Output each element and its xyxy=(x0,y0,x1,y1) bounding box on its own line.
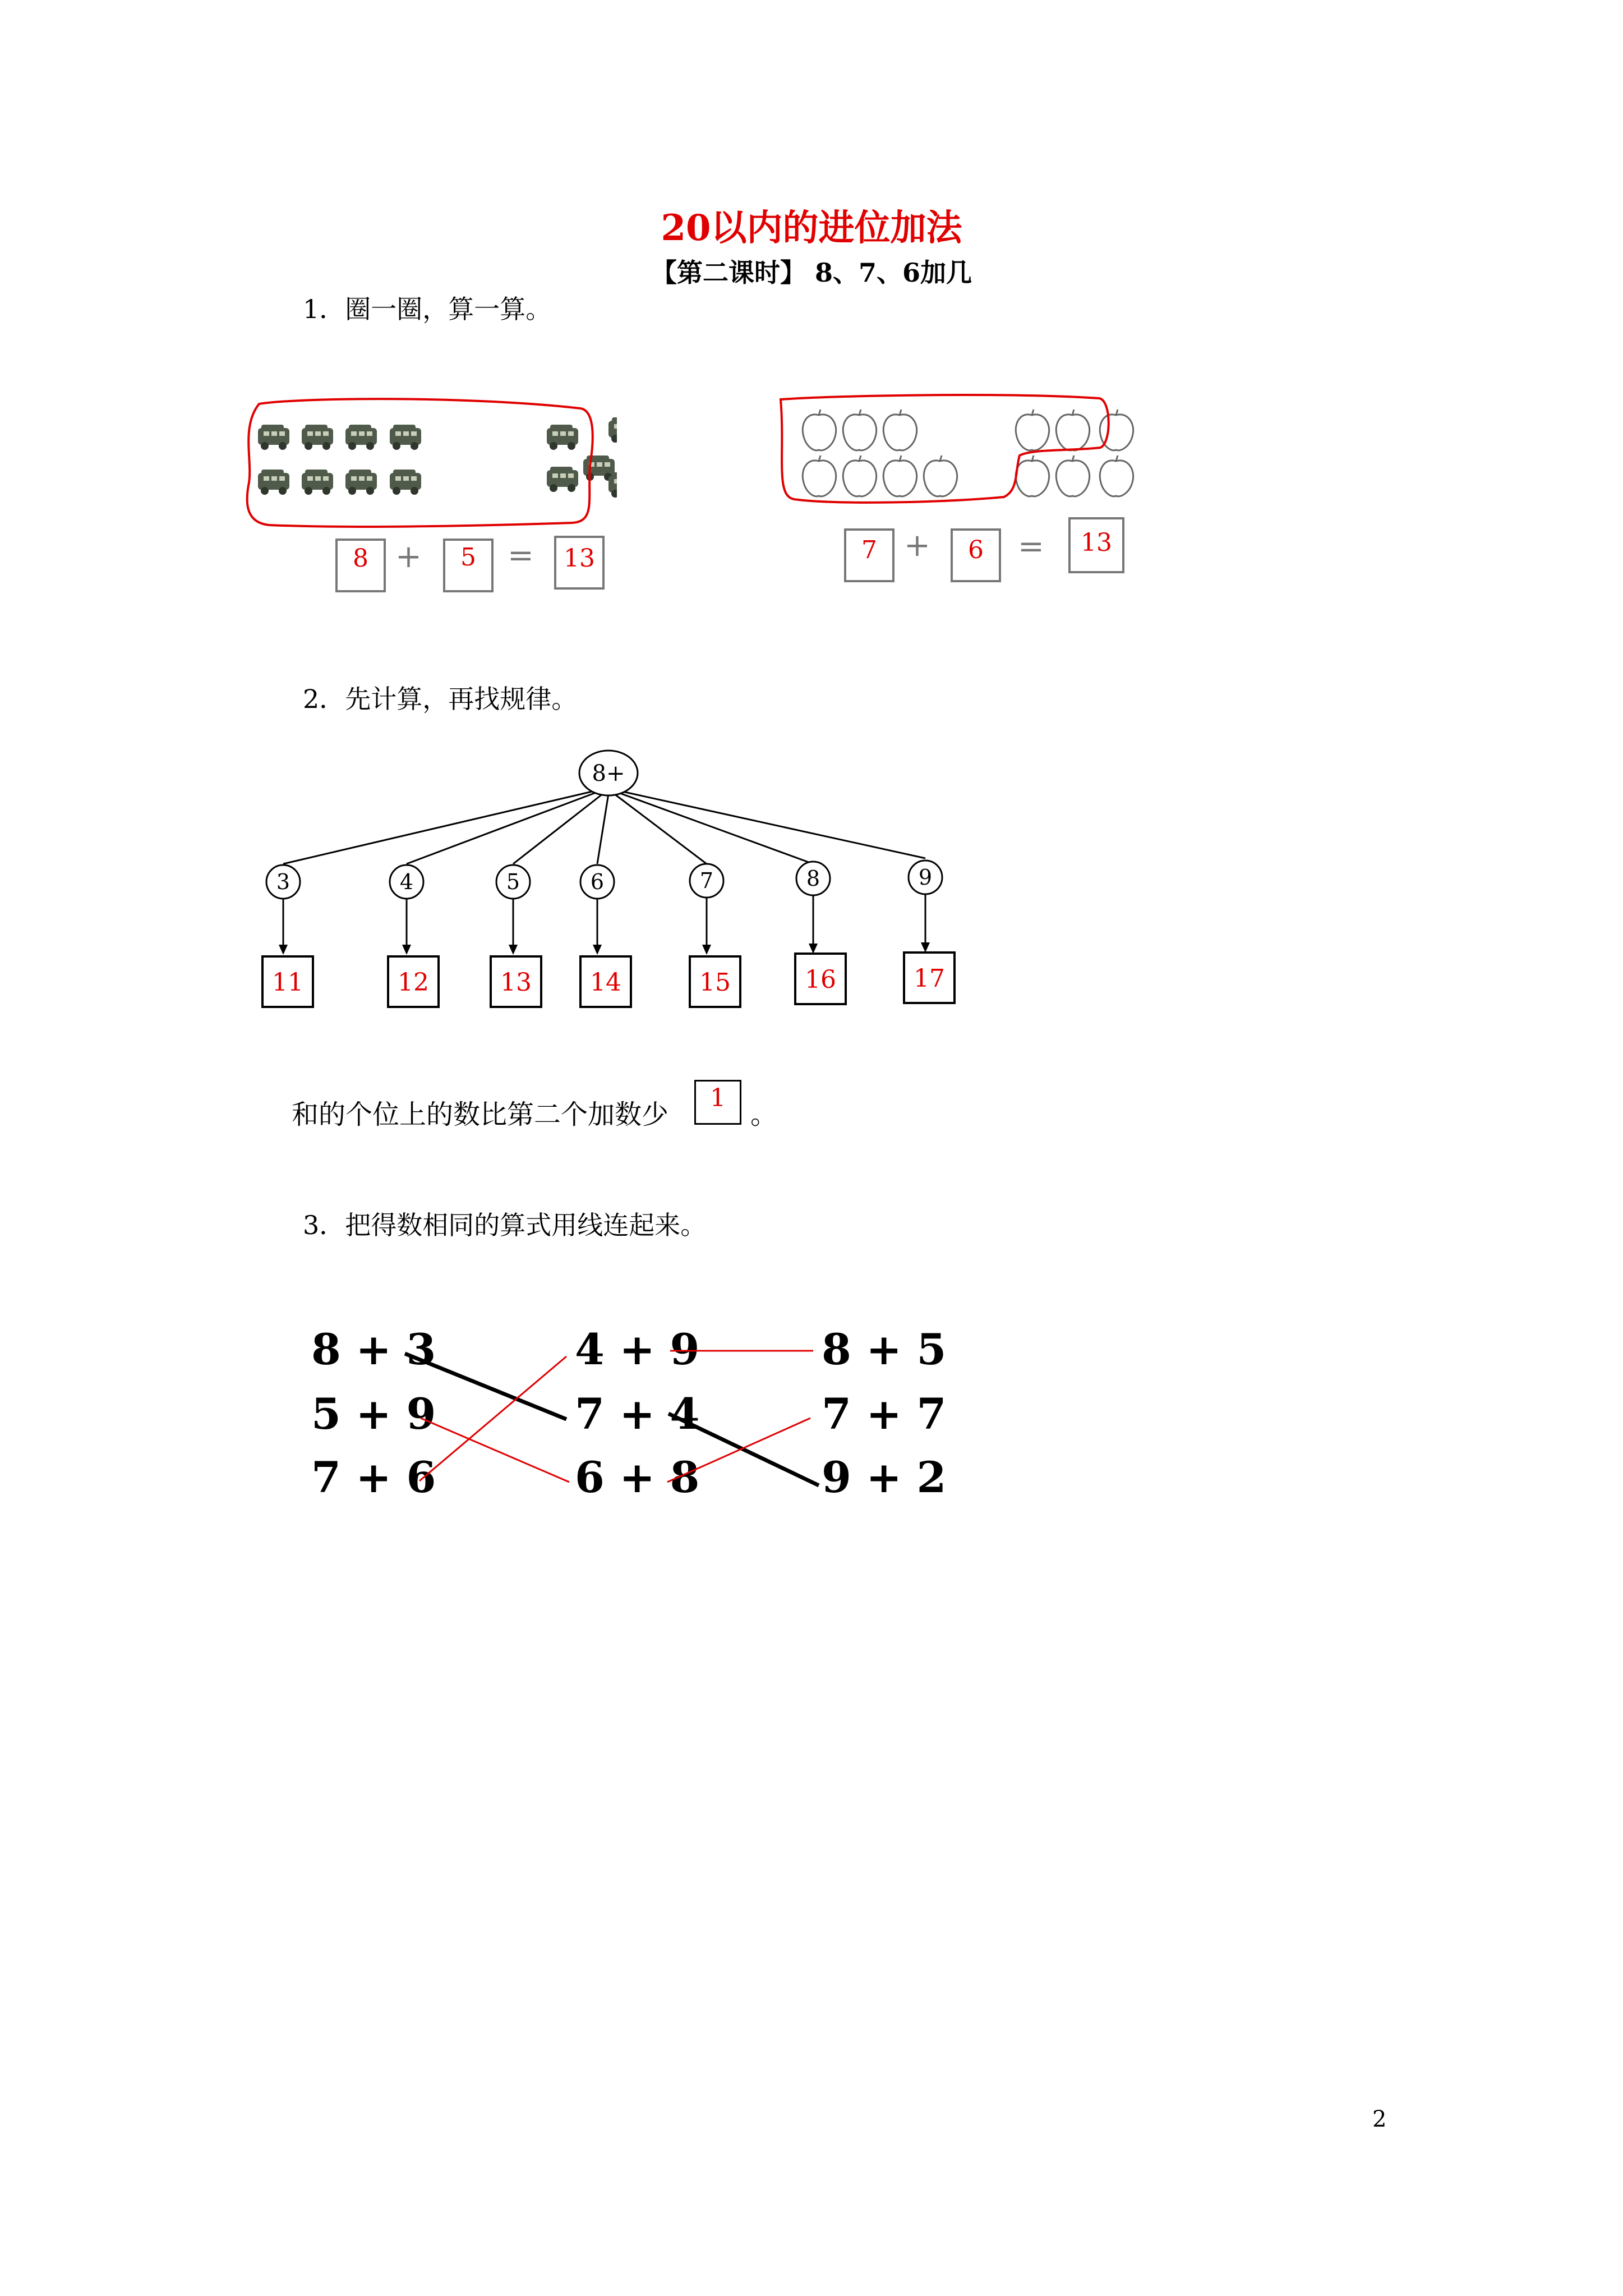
addend-label: 8 xyxy=(806,866,820,891)
page-number: 2 xyxy=(1372,2106,1387,2132)
sum-answer: 13 xyxy=(500,968,532,997)
question-1-prompt: 1．圈一圈，算一算。 xyxy=(303,294,552,324)
expression-col3: 8 + 5 xyxy=(822,1324,947,1374)
sum-answer: 14 xyxy=(590,968,621,997)
addend-label: 3 xyxy=(276,869,291,894)
sum-answer: 15 xyxy=(699,968,731,997)
addend-label: 9 xyxy=(918,865,933,890)
circle-mark xyxy=(247,399,593,527)
addend-nodes xyxy=(266,861,942,899)
equals-sign: = xyxy=(1018,528,1044,565)
answer-result: 13 xyxy=(564,544,595,573)
expression-col1: 8 + 3 xyxy=(311,1324,436,1374)
apple-group xyxy=(768,387,1172,539)
sum-answer: 17 xyxy=(914,964,945,993)
addend-label: 6 xyxy=(590,869,605,894)
expression-col2: 6 + 8 xyxy=(575,1452,700,1502)
rule-end: 。 xyxy=(750,1099,778,1130)
apple-icon xyxy=(803,409,1133,496)
plus-sign: + xyxy=(904,527,930,564)
expression-col3: 7 + 7 xyxy=(822,1389,947,1439)
equals-sign: = xyxy=(508,537,534,574)
expression-col3: 9 + 2 xyxy=(822,1452,947,1502)
addend-label: 4 xyxy=(399,869,414,894)
addition-tree xyxy=(0,740,1623,1010)
answer-a: 7 xyxy=(861,536,877,564)
lesson-subtitle: 【第二课时】 8、7、6加几 xyxy=(651,257,972,288)
page-title: 20以内的进位加法 xyxy=(661,207,962,249)
expression-col2: 7 + 4 xyxy=(575,1389,700,1439)
addend-label: 5 xyxy=(506,869,520,894)
expression-col2: 4 + 9 xyxy=(575,1324,700,1374)
matching-exercise xyxy=(0,1307,1623,1520)
rule-text: 和的个位上的数比第二个加数少 xyxy=(292,1099,669,1130)
sum-answer: 12 xyxy=(398,968,429,997)
question-3-prompt: 3．把得数相同的算式用线连起来。 xyxy=(303,1210,707,1240)
expression-col1: 7 + 6 xyxy=(311,1452,436,1502)
expression-col1: 5 + 9 xyxy=(311,1389,436,1439)
question-2-prompt: 2．先计算，再找规律。 xyxy=(303,684,578,714)
arrows xyxy=(283,894,925,948)
root-label: 8+ xyxy=(592,761,625,786)
answer-b: 5 xyxy=(460,543,476,572)
sum-answer: 11 xyxy=(272,968,303,997)
answer-a: 8 xyxy=(353,544,368,573)
addend-label: 7 xyxy=(699,868,714,893)
answer-b: 6 xyxy=(968,536,984,564)
branch-lines xyxy=(283,791,925,864)
rule-answer: 1 xyxy=(710,1084,726,1112)
sum-answer: 16 xyxy=(805,965,836,994)
truck-icon xyxy=(258,417,617,498)
plus-sign: + xyxy=(395,539,422,575)
answer-result: 13 xyxy=(1081,528,1112,557)
